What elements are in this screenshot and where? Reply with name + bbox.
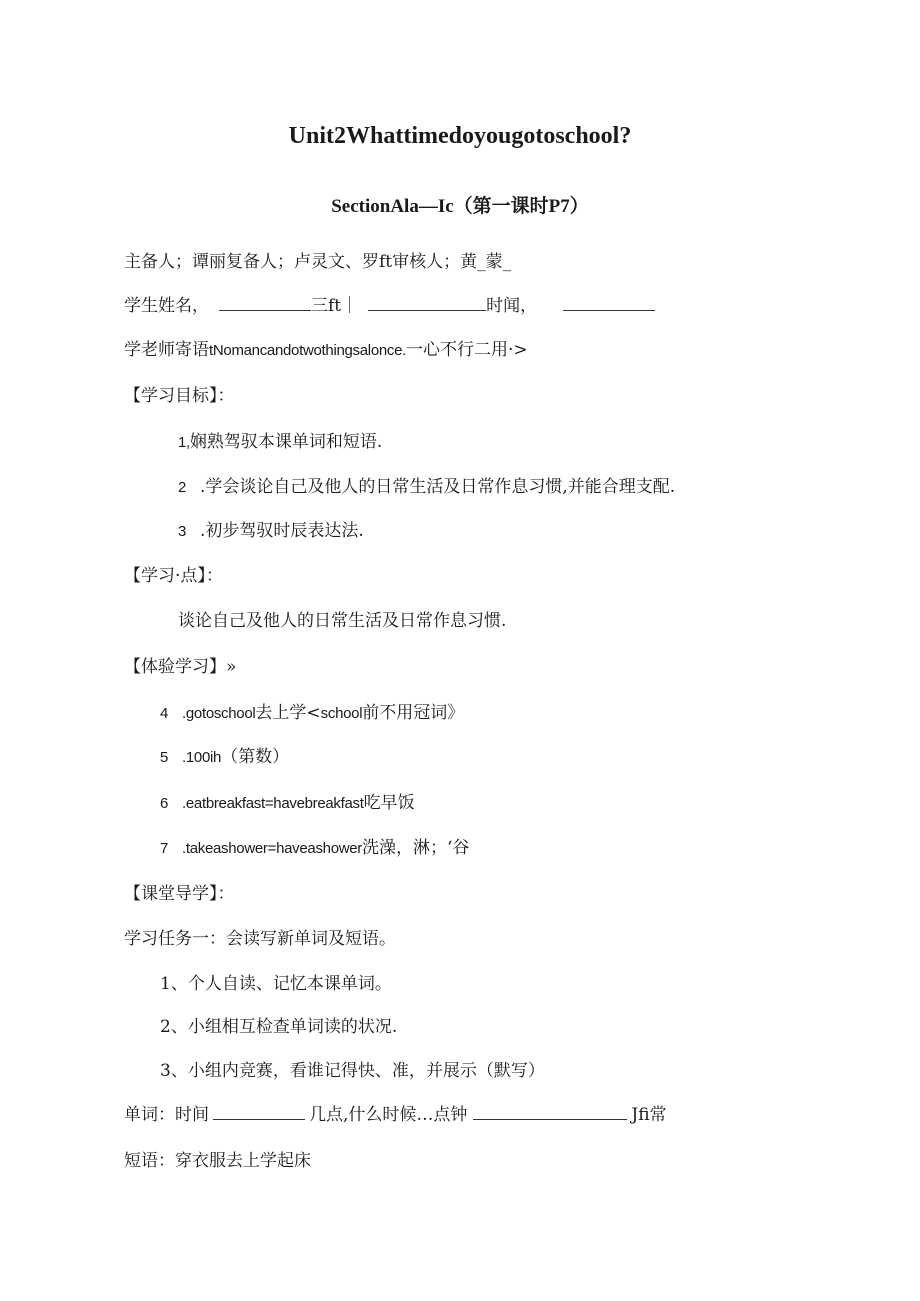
item-english: .100ih [182, 749, 222, 766]
goals-heading: 【学习目标】： [124, 386, 235, 406]
item-number: 6 [160, 795, 169, 812]
key-points-heading: 【学习·点】： [124, 566, 223, 586]
experience-heading: 【体验学习】» [124, 657, 237, 677]
classroom-heading: 【课堂导学】： [124, 884, 235, 904]
goal-text: 娴熟驾驭本课单词和短语. [189, 432, 383, 452]
task-step: 3、小组内竞赛，看谁记得快、准，并展示（默写） [160, 1061, 545, 1081]
motto-line [124, 339, 528, 362]
item-chinese: 去上学< [255, 703, 321, 723]
student-name-blank [219, 296, 311, 311]
goal-number: 2 [178, 479, 187, 496]
student-name-label: 学生姓名， [124, 296, 209, 316]
goal-text: .初步驾驭时辰表达法. [200, 521, 364, 541]
words-mid: 几点,什么时候…点钟 [309, 1105, 468, 1125]
experience-item [160, 746, 289, 769]
words-end: Jfi常 [631, 1105, 667, 1125]
item-number: 4 [160, 705, 169, 722]
preparers-line: 主备人；谭丽复备人；卢灵文、罗ft审核人；黄_蒙_ [124, 252, 512, 272]
goal-item [178, 520, 364, 543]
item-english: .gotoschool [182, 705, 256, 722]
item-number: 7 [160, 840, 169, 857]
item-english: .takeashower=haveashower [182, 840, 362, 857]
motto-prefix: 学老师寄语 [124, 340, 209, 360]
class-label: 三ft｜ [311, 296, 359, 316]
goal-number: 3 [178, 523, 187, 540]
words-label: 单词：时间 [124, 1105, 209, 1125]
motto-suffix: 一心不行二用·> [406, 340, 528, 360]
goal-item [178, 431, 382, 454]
words-line [124, 1104, 667, 1126]
experience-item [160, 837, 469, 860]
class-blank [368, 296, 486, 311]
key-points-text: 谈论自己及他人的日常生活及日常作息习惯. [178, 611, 507, 631]
words-blank-2 [473, 1105, 627, 1120]
words-blank [213, 1105, 305, 1120]
item-number: 5 [160, 749, 169, 766]
page-title: Unit2Whattimedoyougotoschool? [288, 123, 632, 149]
phrases-line: 短语：穿衣服去上学起床 [124, 1151, 311, 1171]
item-english: .eatbreakfast=havebreakfast [182, 795, 364, 812]
task-one: 学习任务一：会读写新单词及短语。 [124, 929, 396, 949]
item-chinese: 吃早饭 [363, 793, 415, 813]
goal-item [178, 476, 675, 499]
item-english-2: school [320, 705, 363, 722]
item-chinese: 洗澡，淋；‘谷 [362, 838, 470, 858]
experience-item [160, 702, 464, 725]
experience-item [160, 792, 415, 815]
time-blank [563, 296, 655, 311]
item-chinese: （第数） [221, 747, 290, 767]
item-chinese-2: 前不用冠词》 [362, 703, 465, 723]
motto-english: tNomancandotwothingsalonce. [209, 342, 407, 359]
time-label: 时闻， [486, 296, 538, 316]
task-step: 2、小组相互检查单词读的状况. [160, 1017, 398, 1037]
student-info-line [124, 295, 655, 317]
goal-text: .学会谈论自己及他人的日常生活及日常作息习惯,并能合理支配. [200, 477, 676, 497]
goal-number: 1, [178, 434, 190, 451]
task-step: 1、个人自读、记忆本课单词。 [160, 974, 392, 994]
section-subtitle: SectionAla—Ic（第一课时P7） [331, 196, 589, 217]
